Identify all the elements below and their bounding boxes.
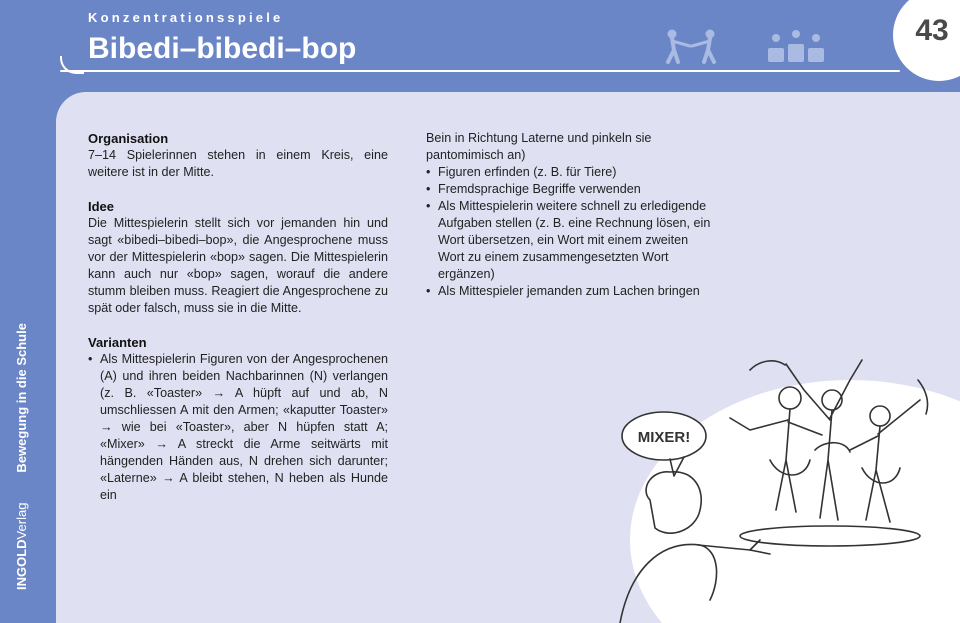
series-label: Konzentrationsspiele (88, 10, 284, 25)
publisher-name: INGOLD (14, 539, 29, 590)
group-seated-icon (764, 28, 828, 64)
varianten-list-continued (426, 164, 712, 300)
organisation-text: 7–14 Spielerinnen stehen in einem Kreis, eine weitere ist in der Mitte. (88, 148, 388, 179)
publisher-suffix: Verlag (14, 502, 29, 540)
sidebar-caption (14, 323, 29, 590)
idee-text: Die Mittespielerin stellt sich vor jemanden hin und sagt «bibedi–bibedi–bop», die Angesprochene muss vor der Mittespielerin «bop» sagen. Die Mittespielerin kann auch nur «bop» sagen, worauf die andere stumm bleiben muss. Reagiert die Angesprochene zu spät oder falsch, muss sie in die Mitte. (88, 216, 388, 315)
text-column-left (88, 130, 388, 504)
organisation-heading: Organisation (88, 131, 169, 146)
idee-heading: Idee (88, 199, 115, 214)
list-item: • Figuren erfinden (z. B. für Tiere) (426, 164, 712, 181)
sidebar (0, 0, 56, 623)
list-item: • Als Mittespieler jemanden zum Lachen bringen (426, 283, 712, 300)
pair-activity-icon (660, 28, 724, 64)
page-title: Bibedi–bibedi–bop (88, 32, 357, 65)
list-item: • Als Mittespielerin Figuren von der Angesprochenen (A) und ihren beiden Nachbarinnen (N) verlangen (z. B. «Toaster» → A hüpft auf und ab, N umschliessen A mit den Armen; «kaputter Toaster» → wie bei «Toaster», aber N hüpfen statt A; «Mixer» → A streckt die Arme seitwärts mit hängenden Händen aus, N drehen sich darunter; «Laterne» → A bleibt stehen, N heben als Hunde ein (88, 351, 388, 504)
page-number: 43 (915, 14, 949, 47)
list-item: • Als Mittespielerin weitere schnell zu erledigende Aufgaben stellen (z. B. eine Rechnung lösen, ein Wort übersetzen, ein Wort mit einem zweiten Wort zu einem zusammengesetzten Wort ergänzen) (426, 198, 712, 283)
varianten-list (88, 351, 388, 504)
cartoon-illustration (600, 340, 960, 623)
text-column-right (426, 130, 712, 300)
list-item-continued: Bein in Richtung Laterne und pinkeln sie pantomimisch an) (426, 131, 652, 162)
list-item: • Fremdsprachige Begriffe verwenden (426, 181, 712, 198)
book-title: Bewegung in die Schule (14, 323, 29, 473)
varianten-heading: Varianten (88, 335, 147, 350)
title-underline (60, 70, 900, 72)
speech-bubble-text: MIXER! (637, 429, 691, 446)
